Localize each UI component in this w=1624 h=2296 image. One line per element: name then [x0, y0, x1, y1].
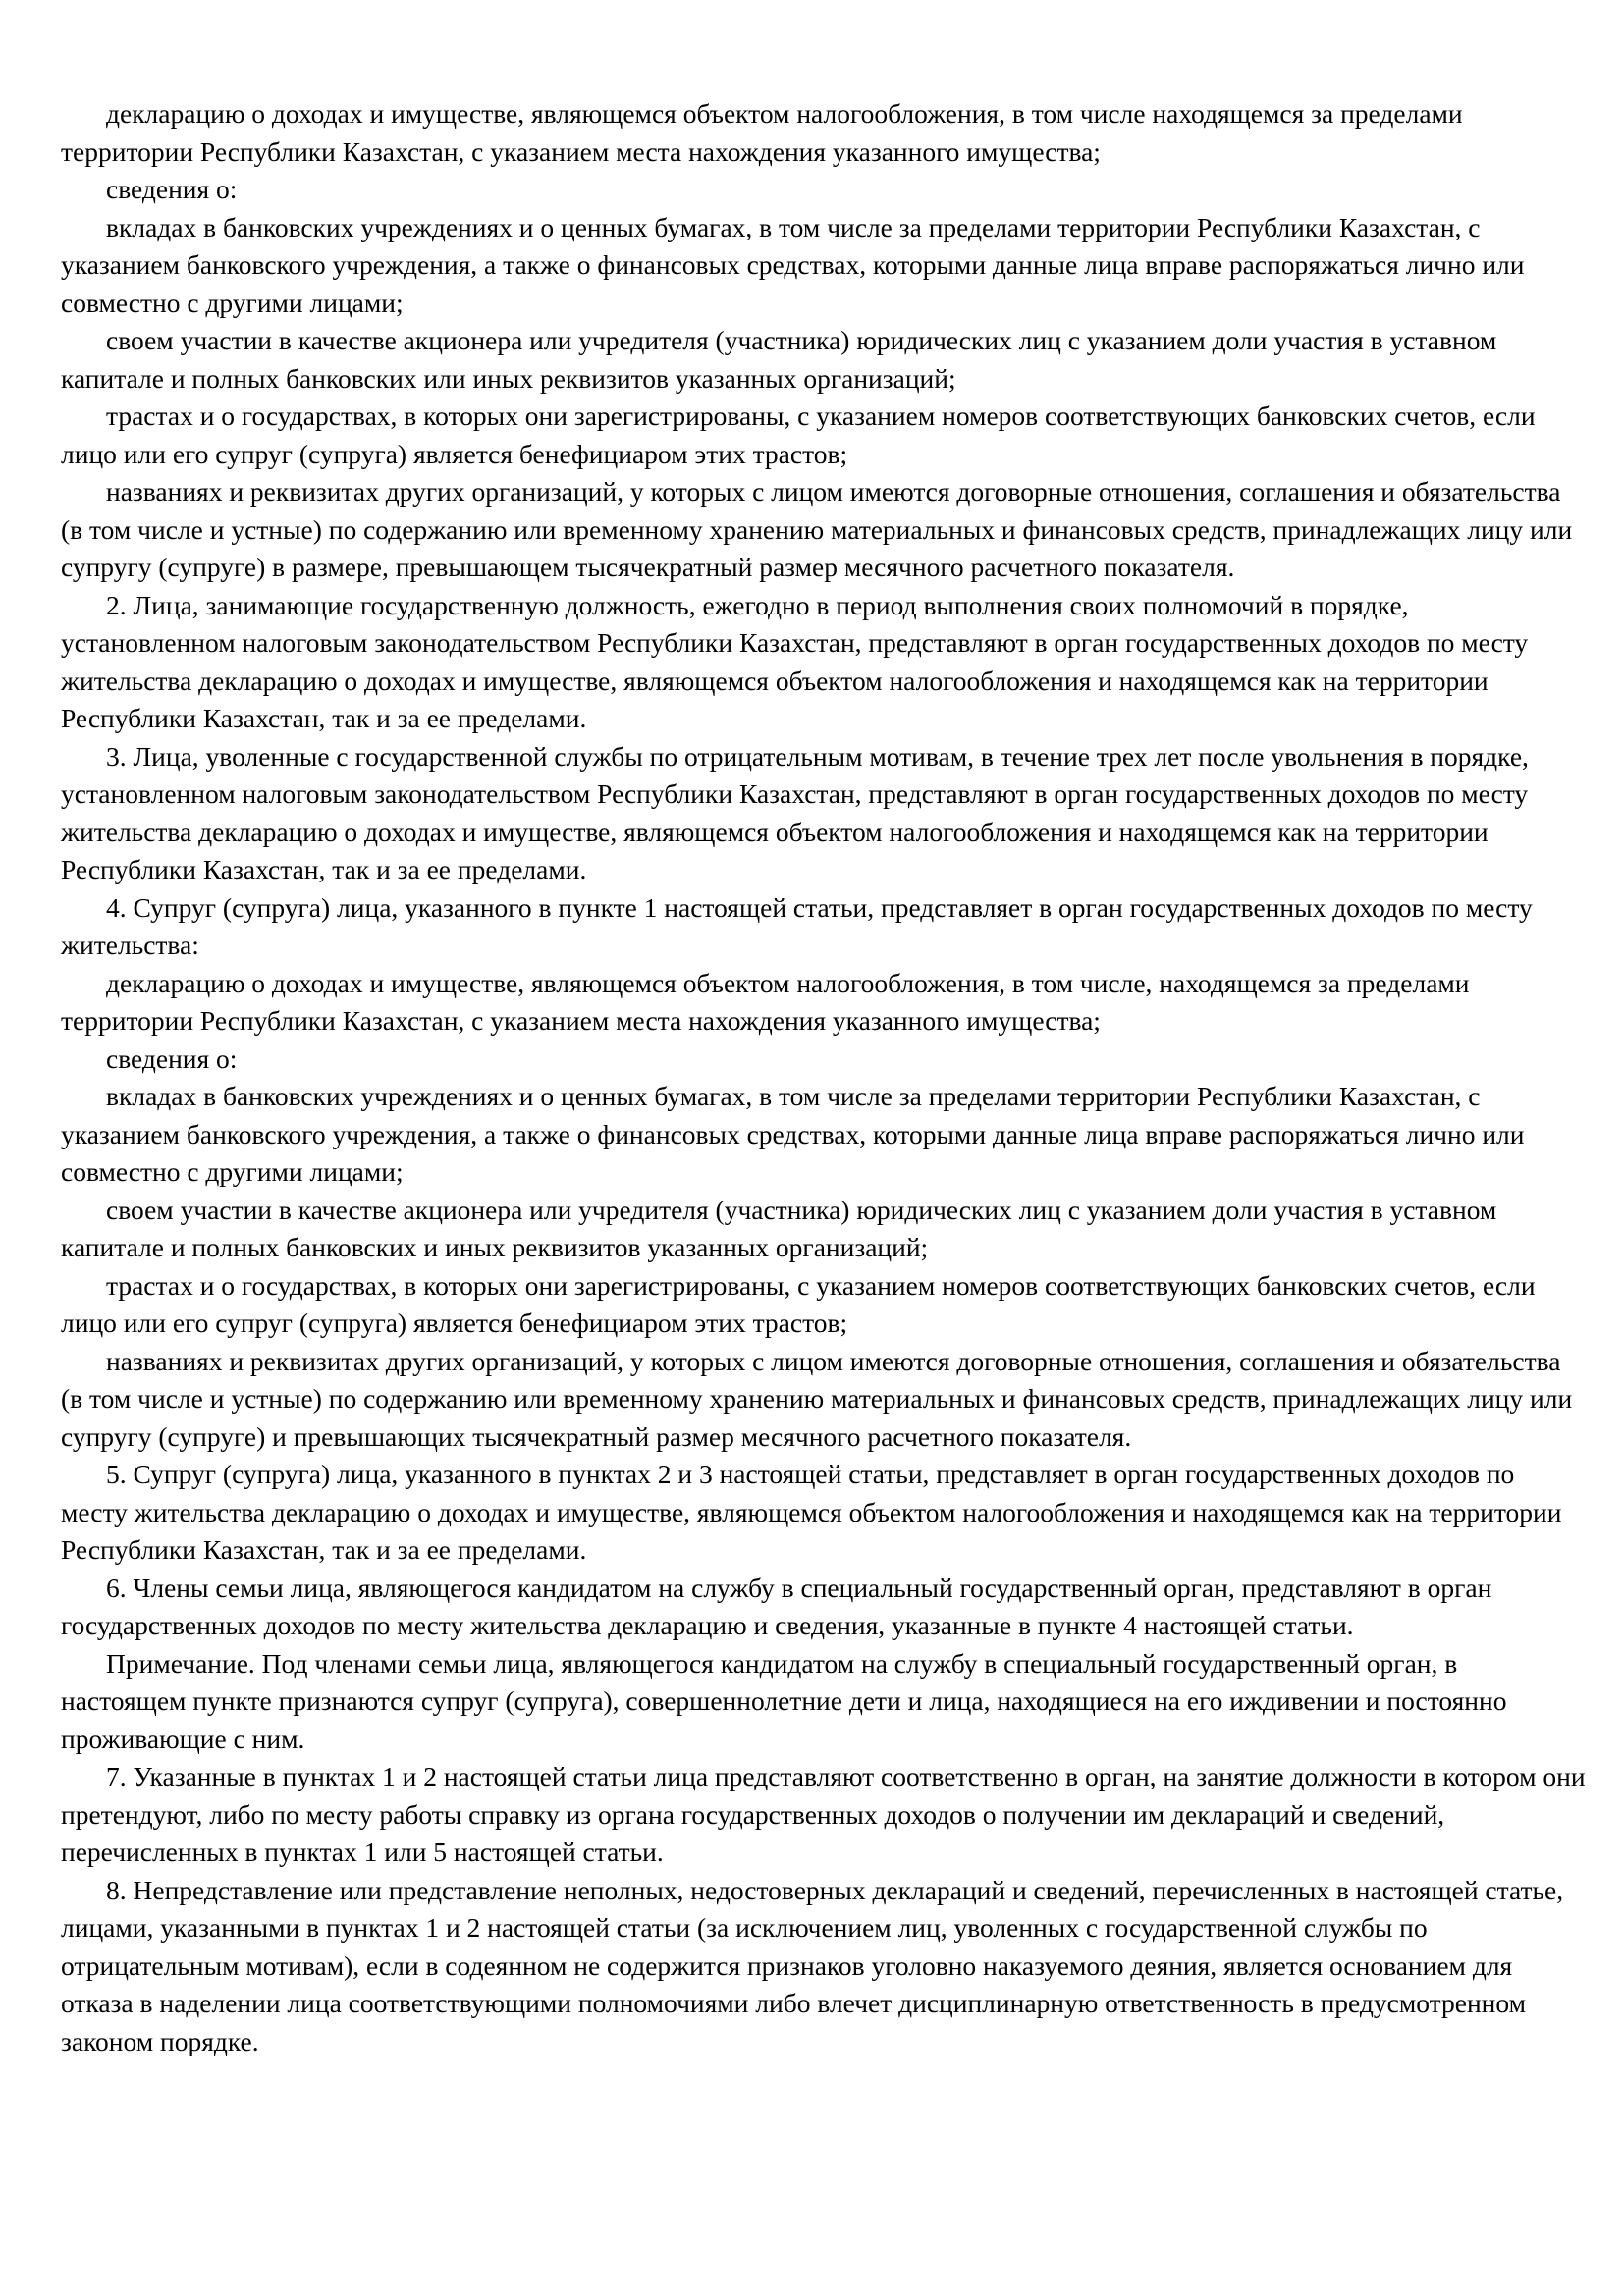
paragraph: 2. Лица, занимающие государственную должность, ежегодно в период выполнения своих полномочий в порядке, установленном налоговым законодательством Республики Казахстан, представляют в орган государственных доходов по месту жительства декларацию о доходах и имуществе, являющемся объектом налогообложения и находящемся как на территории Республики Казахстан, так и за ее пределами.: [61, 589, 1529, 733]
paragraph: 6. Члены семьи лица, являющегося кандидатом на службу в специальный государственный орган, представляют в орган государственных доходов по месту жительства декларацию и сведения, указанные в пункте 4 настоящей статьи.: [61, 1572, 1492, 1640]
paragraph: вкладах в банковских учреждениях и о ценных бумагах, в том числе за пределами территории Республики Казахстан, с указанием банковского учреждения, а также о финансовых средствах, которыми данные лица вправе распоряжаться лично или совместно с другими лицами;: [61, 211, 1525, 318]
paragraph: 7. Указанные в пунктах 1 и 2 настоящей статьи лица представляют соответственно в орган, на занятие должности в котором они претендуют, либо по месту работы справку из органа государственных доходов о получении им деклараций и сведений, перечисленных в пунктах 1 или 5 настоящей статьи.: [61, 1761, 1586, 1867]
paragraph: 4. Супруг (супруга) лица, указанного в пункте 1 настоящей статьи, представляет в орган государственных доходов по месту жительства:: [61, 891, 1533, 960]
paragraph: названиях и реквизитах других организаций, у которых с лицом имеются договорные отношения, соглашения и обязательства (в том числе и устные) по содержанию или временному хранению материальных и финансовых средств, принадлежащих лицу или супругу (супруге) и превышающих тысячекратный размер месячного расчетного показателя.: [61, 1345, 1573, 1452]
paragraph: сведения о:: [106, 1042, 238, 1074]
paragraph: вкладах в банковских учреждениях и о ценных бумагах, в том числе за пределами территории Республики Казахстан, с указанием банковского учреждения, а также о финансовых средствах, которыми данные лица вправе распоряжаться лично или совместно с другими лицами;: [61, 1081, 1525, 1187]
paragraph: трастах и о государствах, в которых они зарегистрированы, с указанием номеров соответствующих банковских счетов, если лицо или его супруг (супруга) является бенефициаром этих трастов;: [61, 400, 1536, 469]
paragraph: 3. Лица, уволенные с государственной службы по отрицательным мотивам, в течение трех лет после увольнения в порядке, установленном налоговым законодательством Республики Казахстан, представляют в орган государственных доходов по месту жительства декларацию о доходах и имуществе, являющемся объектом налогообложения и находящемся как на территории Республики Казахстан, так и за ее пределами.: [61, 740, 1529, 884]
paragraph: своем участии в качестве акционера или учредителя (участника) юридических лиц с указанием доли участия в уставном капитале и полных банковских или иных реквизитов указанных организаций;: [61, 325, 1497, 394]
paragraph: Примечание. Под членами семьи лица, являющегося кандидатом на службу в специальный государственный орган, в настоящем пункте признаются супруг (супруга), совершеннолетние дети и лица, находящиеся на его иждивении и постоянно проживающие с ним.: [61, 1647, 1507, 1754]
paragraph: своем участии в качестве акционера или учредителя (участника) юридических лиц с указанием доли участия в уставном капитале и полных банковских и иных реквизитов указанных организаций;: [61, 1194, 1497, 1262]
paragraph: 8. Непредставление или представление неполных, недостоверных деклараций и сведений, перечисленных в настоящей статье, лицами, указанными в пунктах 1 и 2 настоящей статьи (за исключением лиц, уволенных с государственной службы по отрицательным мотивам), если в содеянном не содержится признаков уголовно наказуемого деяния, является основанием для отказа в наделении лица соответствующими полномочиями либо влечет дисциплинарную ответственность в предусмотренном законом порядке.: [61, 1874, 1564, 2056]
paragraph: 5. Супруг (супруга) лица, указанного в пунктах 2 и 3 настоящей статьи, представляет в орган государственных доходов по месту жительства декларацию о доходах и имуществе, являющемся объектом налогообложения и находящемся как на территории Республики Казахстан, так и за ее пределами.: [61, 1459, 1562, 1565]
paragraph: декларацию о доходах и имуществе, являющемся объектом налогообложения, в том числе находящемся за пределами территории Республики Казахстан, с указанием места нахождения указанного имущества;: [61, 98, 1463, 167]
document-body: [61, 95, 1588, 2060]
paragraph: декларацию о доходах и имуществе, являющемся объектом налогообложения, в том числе, находящемся за пределами территории Республики Казахстан, с указанием места нахождения указанного имущества;: [61, 967, 1470, 1036]
paragraph: трастах и о государствах, в которых они зарегистрированы, с указанием номеров соответствующих банковских счетов, если лицо или его супруг (супруга) является бенефициаром этих трастов;: [61, 1269, 1536, 1338]
paragraph: сведения о:: [106, 174, 238, 204]
paragraph: названиях и реквизитах других организаций, у которых с лицом имеются договорные отношения, соглашения и обязательства (в том числе и устные) по содержанию или временному хранению материальных и финансовых средств, принадлежащих лицу или супругу (супруге) в размере, превышающем тысячекратный размер месячного расчетного показателя.: [61, 476, 1573, 582]
